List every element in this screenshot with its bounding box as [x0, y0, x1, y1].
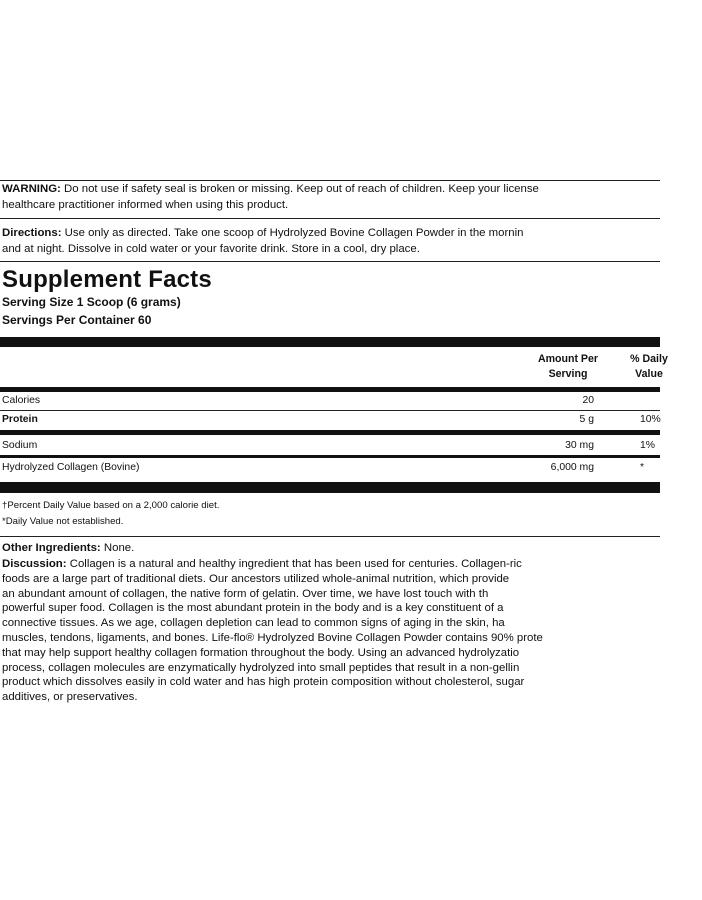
other-ingredients-label: Other Ingredients:: [2, 542, 101, 554]
row-collagen-dv: *: [640, 462, 645, 473]
discussion-line-4: powerful super food. Collagen is the most abundant protein in the body and is a key constituent of a: [2, 602, 504, 615]
warning-line-2: healthcare practitioner informed when using this product.: [2, 198, 289, 211]
amount-per-serving-header: [528, 352, 608, 382]
other-ingredients: [2, 541, 702, 557]
discussion-line-7: that may help support healthy collagen formation throughout the body. Using an advanced hydrolyzatio: [2, 646, 520, 659]
row-collagen-label: Hydrolyzed Collagen (Bovine): [2, 462, 140, 473]
row-sodium-dv: 1%: [640, 440, 656, 451]
discussion-line-1: Collagen is a natural and healthy ingredient that has been used for centuries. Collagen-ric: [66, 558, 522, 570]
directions-line-2: and at night. Dissolve in cold water or your favorite drink. Store in a cool, dry place.: [2, 242, 420, 255]
row-protein-label: Protein: [2, 414, 38, 425]
row-calories-amount: 20: [582, 395, 594, 406]
daily-value-header: [614, 352, 684, 382]
row-sodium-amount: 30 mg: [565, 440, 594, 451]
top-rule: [0, 180, 660, 181]
warning-section: [2, 182, 702, 213]
amount-header-line-1: Amount Per: [537, 353, 599, 365]
facts-thick-bar-bottom: [0, 482, 660, 493]
footnote-dv-not-established: *Daily Value not established.: [2, 516, 124, 527]
facts-mid-bar: [0, 430, 660, 435]
discussion-line-3: an abundant amount of collagen, the native form of gelatin. Over time, we have lost touch with th: [2, 587, 489, 600]
facts-thick-bar-top: [0, 337, 660, 347]
warning-label: WARNING:: [2, 183, 61, 195]
directions-label: Directions:: [2, 227, 62, 239]
warning-line-1: Do not use if safety seal is broken or missing. Keep out of reach of children. Keep your license: [60, 183, 539, 195]
row-protein-dv: 10%: [640, 414, 661, 425]
discussion-line-9: product which dissolves easily in cold water and has high protein composition without cholesterol, sugar: [2, 676, 525, 689]
discussion-line-5: connective tissues. As we age, collagen depletion can lead to common signs of aging in the skin, ha: [2, 617, 505, 630]
warning-divider: [0, 218, 660, 219]
amount-header-line-2: Serving: [548, 368, 588, 380]
footnote-percent-dv: †Percent Daily Value based on a 2,000 calorie diet.: [2, 500, 220, 511]
directions-line-1: Use only as directed. Take one scoop of Hydrolyzed Bovine Collagen Powder in the mornin: [61, 227, 524, 239]
dv-header-line-2: Value: [635, 368, 663, 380]
other-ingredients-text: None.: [100, 542, 135, 554]
discussion-line-6: muscles, tendons, ligaments, and bones. Life-flo® Hydrolyzed Bovine Collagen Powder contains 90% prote: [2, 631, 543, 644]
row-divider-1: [0, 410, 660, 411]
row-calories-label: Calories: [2, 395, 41, 406]
discussion-section: [2, 557, 702, 705]
discussion-line-10: additives, or preservatives.: [2, 691, 138, 704]
discussion-label: Discussion:: [2, 558, 67, 570]
facts-header-bar: [0, 387, 660, 392]
discussion-line-8: process, collagen molecules are enzymatically hydrolyzed into small peptides that result in a non-gellin: [2, 661, 520, 674]
servings-per-container: Servings Per Container 60: [2, 313, 152, 327]
row-collagen-amount: 6,000 mg: [550, 462, 594, 473]
serving-size: Serving Size 1 Scoop (6 grams): [2, 295, 181, 309]
footnote-divider: [0, 536, 660, 537]
row-sodium-label: Sodium: [2, 440, 38, 451]
dv-header-line-1: % Daily: [630, 353, 668, 365]
supplement-facts-title: Supplement Facts: [2, 266, 212, 293]
discussion-line-2: foods are a large part of traditional diets. Our ancestors utilized whole-animal nutrition, which provide: [2, 572, 510, 585]
directions-section: [2, 226, 702, 257]
directions-divider: [0, 261, 660, 262]
row-protein-amount: 5 g: [579, 414, 594, 425]
facts-sodium-bar: [0, 455, 660, 458]
